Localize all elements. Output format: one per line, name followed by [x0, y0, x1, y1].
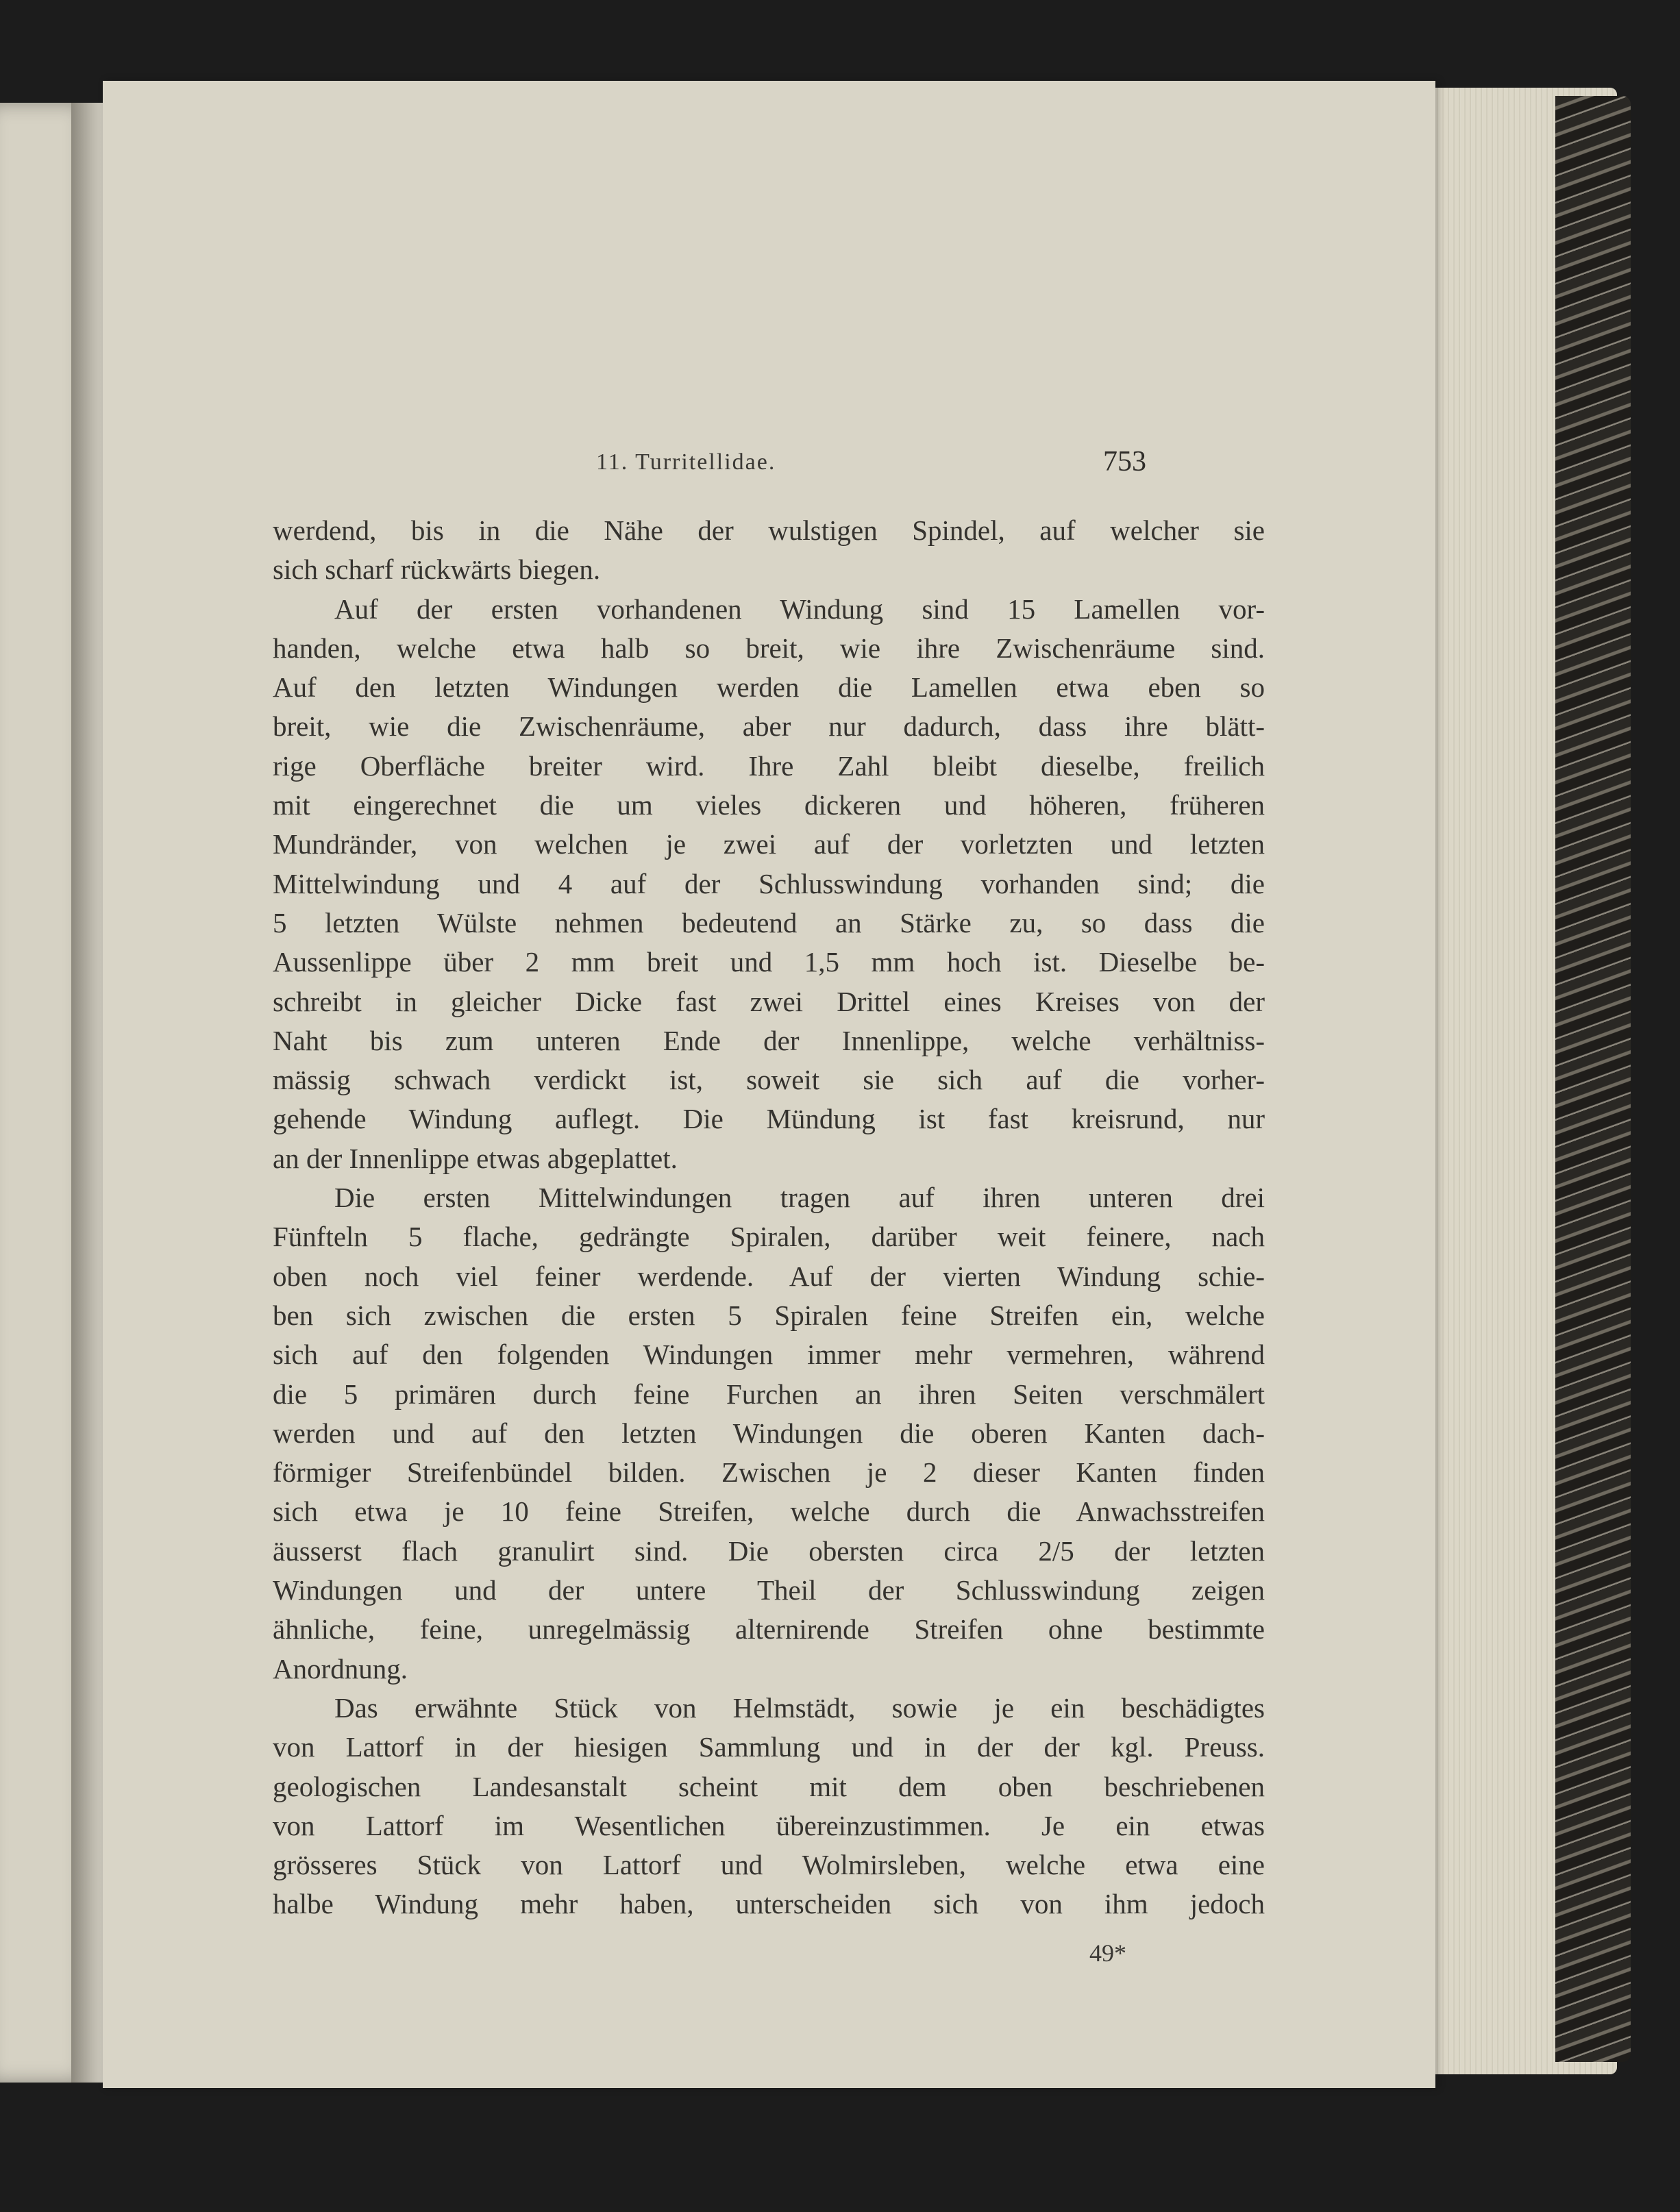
- chapter-title: 11. Turritellidae.: [596, 449, 776, 475]
- text-line: halbe Windung mehr haben, unterscheiden sich von ihm jedoch: [273, 1888, 1265, 1920]
- text-line: werden und auf den letzten Windungen die oberen Kanten dach-: [273, 1417, 1265, 1449]
- text-line: gehende Windung auflegt. Die Mündung ist fast kreisrund, nur: [273, 1103, 1265, 1135]
- text-line: Naht bis zum unteren Ende der Innenlippe, welche verhältniss-: [273, 1024, 1265, 1056]
- text-line: äusserst flach granulirt sind. Die obersten circa 2/5 der letzten: [273, 1534, 1265, 1567]
- text-line: förmiger Streifenbündel bilden. Zwischen je 2 dieser Kanten finden: [273, 1456, 1265, 1489]
- text-line: sich scharf rückwärts biegen.: [273, 554, 601, 586]
- text-line: schreibt in gleicher Dicke fast zwei Drittel eines Kreises von der: [273, 985, 1265, 1017]
- running-head: [103, 446, 1435, 490]
- text-line: mässig schwach verdickt ist, soweit sie sich auf die vorher-: [273, 1064, 1265, 1096]
- text-line: Das erwähnte Stück von Helmstädt, sowie je ein beschädigtes: [334, 1691, 1265, 1724]
- text-line: Auf der ersten vorhandenen Windung sind 15 Lamellen vor-: [334, 593, 1265, 625]
- signature-mark: 49*: [1089, 1939, 1126, 1967]
- page-number: 753: [1103, 446, 1146, 477]
- text-line: handen, welche etwa halb so breit, wie ihre Zwischenräume sind.: [273, 632, 1265, 664]
- text-line: grösseres Stück von Lattorf und Wolmirsleben, welche etwa eine: [273, 1849, 1265, 1881]
- body-text: [273, 511, 1265, 1924]
- text-line: Auf den letzten Windungen werden die Lamellen etwa eben so: [273, 671, 1265, 704]
- text-line: Windungen und der untere Theil der Schlusswindung zeigen: [273, 1574, 1265, 1606]
- text-line: Mittelwindung und 4 auf der Schlusswindung vorhanden sind; die: [273, 867, 1265, 899]
- text-line: werdend, bis in die Nähe der wulstigen Spindel, auf welcher sie: [273, 514, 1265, 546]
- text-line: von Lattorf im Wesentlichen übereinzustimmen. Je ein etwas: [273, 1809, 1265, 1841]
- text-line: Die ersten Mittelwindungen tragen auf ihren unteren drei: [334, 1182, 1265, 1214]
- text-line: von Lattorf in der hiesigen Sammlung und in der der kgl. Preuss.: [273, 1731, 1265, 1763]
- text-line: Anordnung.: [273, 1652, 408, 1685]
- text-line: mit eingerechnet die um vieles dickeren und höheren, früheren: [273, 789, 1265, 821]
- text-line: sich etwa je 10 feine Streifen, welche durch die Anwachsstreifen: [273, 1495, 1265, 1528]
- text-line: ben sich zwischen die ersten 5 Spiralen feine Streifen ein, welche: [273, 1299, 1265, 1331]
- text-line: rige Oberfläche breiter wird. Ihre Zahl bleibt dieselbe, freilich: [273, 749, 1265, 782]
- text-line: oben noch viel feiner werdende. Auf der vierten Windung schie-: [273, 1260, 1265, 1292]
- text-line: Aussenlippe über 2 mm breit und 1,5 mm hoch ist. Dieselbe be-: [273, 946, 1265, 978]
- text-line: sich auf den folgenden Windungen immer mehr vermehren, während: [273, 1339, 1265, 1371]
- text-line: Fünfteln 5 flache, gedrängte Spiralen, darüber weit feinere, nach: [273, 1221, 1265, 1253]
- text-line: die 5 primären durch feine Furchen an ihren Seiten verschmälert: [273, 1378, 1265, 1410]
- text-line: 5 letzten Wülste nehmen bedeutend an Stärke zu, so dass die: [273, 906, 1265, 939]
- text-line: ähnliche, feine, unregelmässig alternirende Streifen ohne bestimmte: [273, 1613, 1265, 1645]
- text-line: geologischen Landesanstalt scheint mit dem oben beschriebenen: [273, 1770, 1265, 1802]
- book-cover-edge: [1555, 96, 1631, 2062]
- book-page: [103, 81, 1435, 2088]
- text-line: breit, wie die Zwischenräume, aber nur dadurch, dass ihre blätt-: [273, 710, 1265, 743]
- text-line: Mundränder, von welchen je zwei auf der vorletzten und letzten: [273, 828, 1265, 860]
- text-line: an der Innenlippe etwas abgeplattet.: [273, 1142, 678, 1174]
- book-gutter: [71, 103, 103, 2083]
